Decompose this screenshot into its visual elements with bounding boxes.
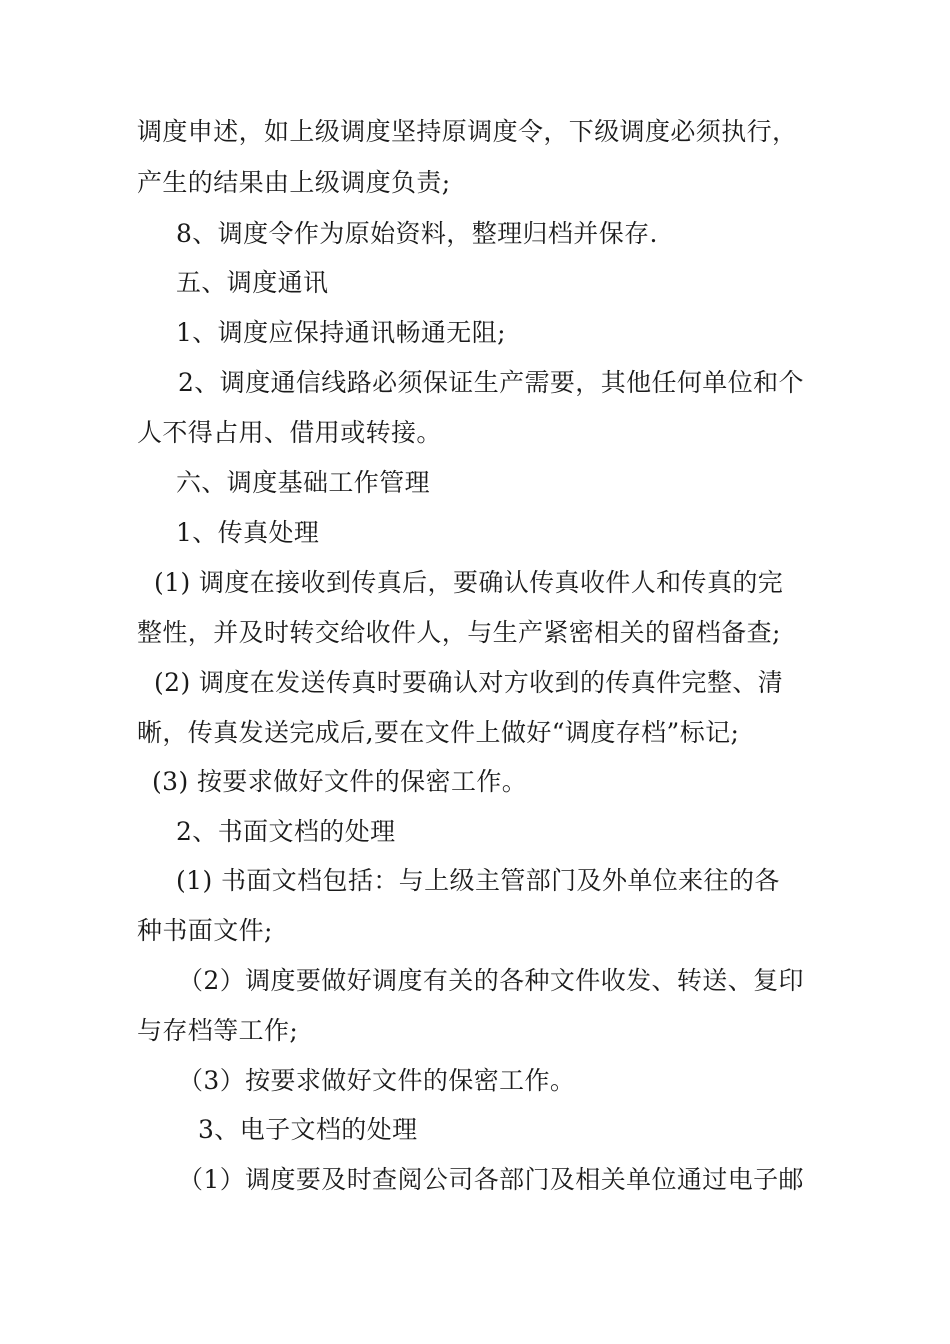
paragraph-line: 人不得占用、借用或转接。 bbox=[137, 418, 442, 447]
paragraph-line: 调度申述，如上级调度坚持原调度令，下级调度必须执行， bbox=[137, 117, 798, 146]
paragraph-line: 与存档等工作; bbox=[137, 1016, 299, 1045]
paragraph-line: （3）按要求做好文件的保密工作。 bbox=[178, 1066, 576, 1095]
section-heading: 六、调度基础工作管理 bbox=[176, 468, 431, 497]
paragraph-line: （2）调度要做好调度有关的各种文件收发、转送、复印 bbox=[178, 966, 804, 995]
paragraph-line: 晰，传真发送完成后,要在文件上做好“调度存档”标记; bbox=[137, 718, 740, 747]
section-heading: 五、调度通讯 bbox=[176, 268, 329, 297]
subsection-heading: 3、电子文档的处理 bbox=[198, 1115, 418, 1144]
paragraph-line: （1）调度要及时查阅公司各部门及相关单位通过电子邮 bbox=[178, 1165, 804, 1194]
paragraph-line: 整性，并及时转交给收件人，与生产紧密相关的留档备查; bbox=[137, 618, 781, 647]
paragraph-line: (2) 调度在发送传真时要确认对方收到的传真件完整、清 bbox=[154, 668, 784, 697]
paragraph-line: 1、调度应保持通讯畅通无阻; bbox=[176, 318, 506, 347]
paragraph-line: 种书面文件; bbox=[137, 916, 273, 945]
paragraph-line: (3) 按要求做好文件的保密工作。 bbox=[152, 767, 528, 796]
paragraph-line: (1) 书面文档包括：与上级主管部门及外单位来往的各 bbox=[176, 866, 780, 895]
paragraph-line: 8、调度令作为原始资料，整理归档并保存. bbox=[176, 219, 658, 248]
paragraph-line: 2、调度通信线路必须保证生产需要，其他任何单位和个 bbox=[178, 368, 804, 397]
subsection-heading: 1、传真处理 bbox=[176, 518, 320, 547]
paragraph-line: 产生的结果由上级调度负责; bbox=[137, 168, 451, 197]
paragraph-line: (1) 调度在接收到传真后，要确认传真收件人和传真的完 bbox=[154, 568, 784, 597]
subsection-heading: 2、书面文档的处理 bbox=[176, 817, 396, 846]
